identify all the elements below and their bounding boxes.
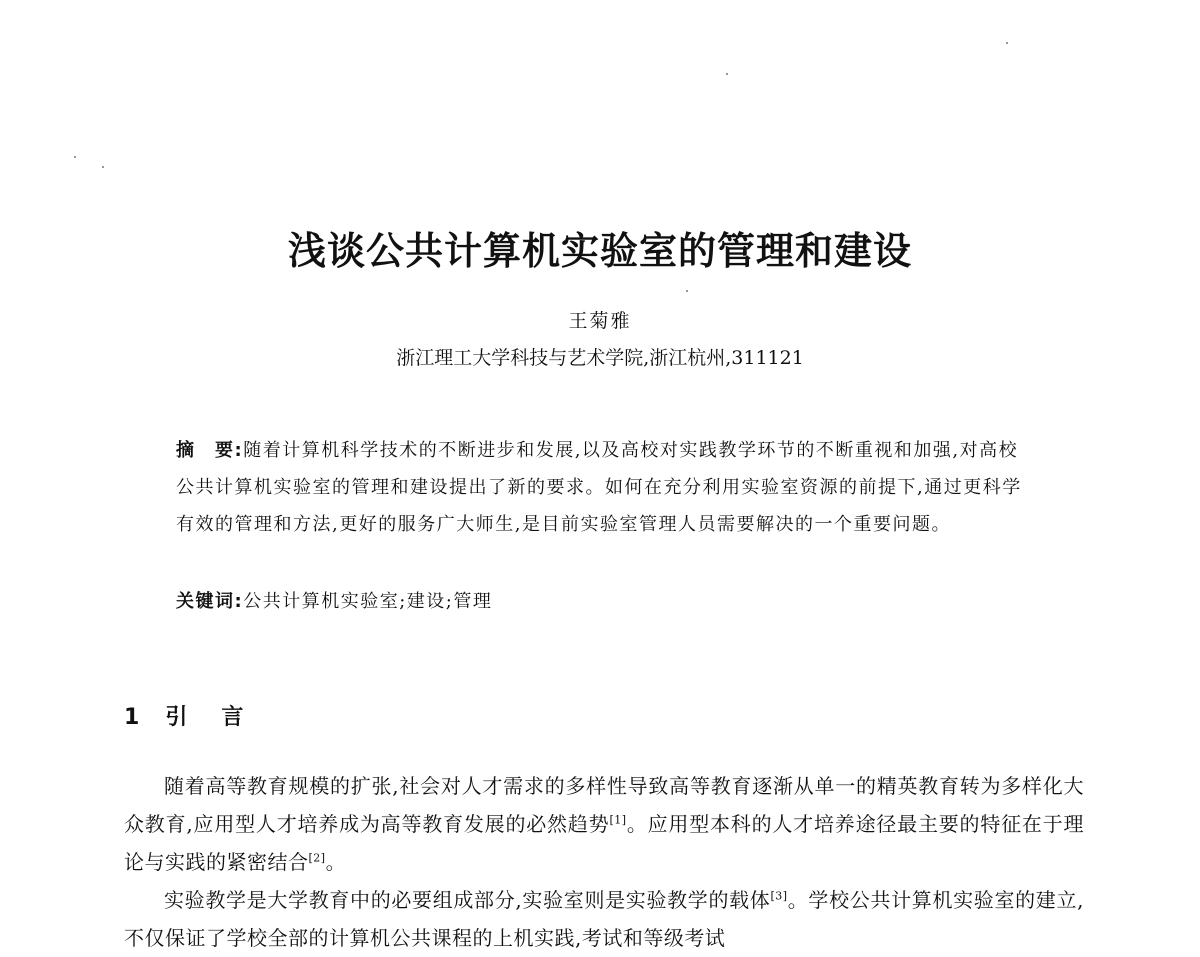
paragraph-text: 实验教学是大学教育中的必要组成部分,实验室则是实验教学的载体 [164, 888, 771, 912]
abstract-text: 随着计算机科学技术的不断进步和发展,以及高校对实践教学环节的不断重视和加强,对高校公共计算机实验室的管理和建设提出了新的要求。如何在充分利用实验室资源的前提下,通过更科学有效的管理和方法,更好的服务广大师生,是目前实验室管理人员需要解决的一个重要问题。 [176, 440, 1022, 535]
keywords-label: 关键词: [176, 591, 244, 612]
section-number: 1 [124, 705, 140, 730]
keywords [176, 587, 1036, 613]
scan-speck [686, 290, 688, 292]
citation: [3] [770, 889, 788, 903]
section-heading-introduction [124, 700, 277, 731]
section-title: 引言 [165, 705, 278, 730]
citation: [1] [609, 813, 627, 827]
paragraph-text: 随着高等教育规模的扩张,社会对人才需求的多样性导致高等教育逐渐从单一的精英教育转为多样化大众教育,应用型人才培养成为高等教育发展的必然趋势 [124, 774, 1084, 836]
paragraph [124, 881, 1084, 957]
paragraph [124, 767, 1084, 881]
abstract [176, 432, 1036, 543]
paper-title: 浅谈公共计算机实验室的管理和建设 [287, 229, 912, 273]
keywords-text: 公共计算机实验室;建设;管理 [243, 591, 493, 612]
scan-speck [102, 166, 104, 168]
paragraph-text: 。应用型本科的人才培养途径最主要的特征在于理论与实践的紧密结合 [124, 812, 1085, 874]
author-affiliation: 浙江理工大学科技与艺术学院,浙江杭州,311121 [396, 347, 804, 369]
citation: [2] [308, 851, 326, 865]
author-name: 王菊雅 [568, 310, 632, 332]
paragraph-text: 。 [325, 850, 347, 874]
scan-speck [74, 156, 76, 158]
paragraph-text: 。学校公共计算机实验室的建立,不仅保证了学校全部的计算机公共课程的上机实践,考试和等级考试 [124, 888, 1084, 950]
body-text [124, 767, 1084, 957]
scan-speck [726, 73, 728, 75]
abstract-label: 摘 要: [176, 440, 244, 461]
scan-speck [1006, 42, 1008, 44]
